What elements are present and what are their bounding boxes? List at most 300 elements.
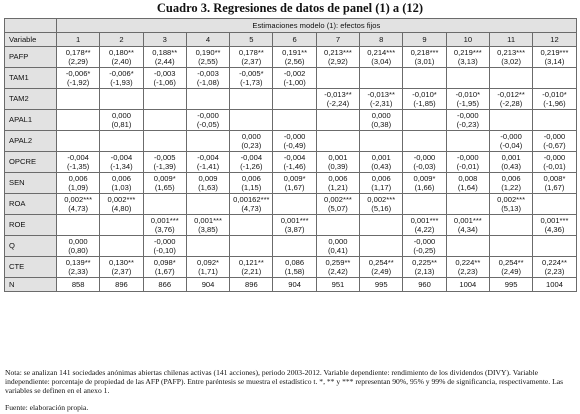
coefficient-value: 0,219*** xyxy=(453,47,482,57)
coefficient-value: 0,178** xyxy=(65,47,91,57)
table-cell xyxy=(316,152,359,173)
table-cell xyxy=(360,47,403,68)
variable-header: Variable xyxy=(5,33,57,47)
coefficient-value: 0,213*** xyxy=(497,47,526,57)
coefficient-value: -0,000 xyxy=(283,131,306,141)
table-cell xyxy=(143,215,186,236)
table-cell xyxy=(143,194,186,215)
table-cell xyxy=(403,236,446,257)
coefficient-value: 0,001*** xyxy=(280,215,309,225)
t-statistic-value: (4,73) xyxy=(68,204,89,213)
table-cell xyxy=(360,236,403,257)
column-header: 6 xyxy=(273,33,316,47)
table-cell xyxy=(446,68,489,89)
t-statistic-value: (1,58) xyxy=(284,267,305,276)
table-cell xyxy=(57,236,100,257)
table-cell xyxy=(143,68,186,89)
table-cell xyxy=(446,173,489,194)
coefficient-value: -0,010* xyxy=(455,89,481,99)
coefficient-value: 0,190** xyxy=(195,47,221,57)
observations-count: 995 xyxy=(360,278,403,292)
table-header-row xyxy=(5,33,577,47)
coefficient-value: 0,001 xyxy=(501,152,521,162)
t-statistic-value: (0,81) xyxy=(111,120,132,129)
table-cell xyxy=(446,194,489,215)
table-cell xyxy=(100,236,143,257)
coefficient-value: 0,000 xyxy=(371,110,391,120)
table-cell xyxy=(403,194,446,215)
t-statistic-value: (3,04) xyxy=(371,57,392,66)
table-cell xyxy=(143,173,186,194)
table-cell xyxy=(230,110,273,131)
table-cell xyxy=(316,236,359,257)
t-statistic-value: (1,09) xyxy=(68,183,89,192)
coefficient-value: -0,000 xyxy=(413,152,436,162)
t-statistic-value: (4,80) xyxy=(111,204,132,213)
table-cell xyxy=(230,173,273,194)
coefficient-value: -0,003 xyxy=(153,68,176,78)
observations-count: 995 xyxy=(489,278,532,292)
table-cell xyxy=(186,257,229,278)
t-statistic-value: (2,23) xyxy=(457,267,478,276)
t-statistic-value: (0,43) xyxy=(501,162,522,171)
coefficient-value: 0,002*** xyxy=(367,194,396,204)
table-cell xyxy=(316,68,359,89)
table-cell xyxy=(360,173,403,194)
table-cell xyxy=(100,215,143,236)
table-cell xyxy=(316,110,359,131)
row-variable-label: APAL2 xyxy=(5,131,57,152)
table-cell xyxy=(143,131,186,152)
coefficient-value: 0,121** xyxy=(238,257,264,267)
coefficient-value: -0,005 xyxy=(153,152,176,162)
coefficient-value: 0,009* xyxy=(283,173,306,183)
t-statistic-value: (2,37) xyxy=(111,267,132,276)
coefficient-value: 0,000 xyxy=(111,110,131,120)
t-statistic-value: (0,41) xyxy=(328,246,348,255)
table-cell xyxy=(403,131,446,152)
coefficient-value: 0,219*** xyxy=(540,47,569,57)
t-statistic-value: (1,22) xyxy=(501,183,522,192)
t-statistic-value: (-0,03) xyxy=(413,162,436,171)
table-cell xyxy=(230,47,273,68)
table-cell xyxy=(403,89,446,110)
t-statistic-value: (-1,39) xyxy=(153,162,176,171)
table-cell xyxy=(57,152,100,173)
row-variable-label: APAL1 xyxy=(5,110,57,131)
table-cell xyxy=(100,47,143,68)
table-cell xyxy=(143,152,186,173)
t-statistic-value: (4,22) xyxy=(414,225,435,234)
t-statistic-value: (0,43) xyxy=(371,162,392,171)
t-statistic-value: (-1,00) xyxy=(283,78,306,87)
table-cell xyxy=(186,110,229,131)
t-statistic-value: (2,29) xyxy=(68,57,89,66)
coefficient-value: -0,004 xyxy=(110,152,133,162)
t-statistic-value: (0,80) xyxy=(68,246,89,255)
table-cell xyxy=(489,131,532,152)
table-cell xyxy=(446,257,489,278)
t-statistic-value: (1,17) xyxy=(371,183,392,192)
table-cell xyxy=(273,257,316,278)
observations-row xyxy=(5,278,577,292)
table-cell xyxy=(143,257,186,278)
column-header: 1 xyxy=(57,33,100,47)
table-cell xyxy=(360,194,403,215)
t-statistic-value: (-1,41) xyxy=(196,162,220,171)
coefficient-value: 0,224** xyxy=(455,257,481,267)
table-cell xyxy=(403,47,446,68)
table-cell xyxy=(186,152,229,173)
t-statistic-value: (1,67) xyxy=(544,183,565,192)
coefficient-value: -0,013** xyxy=(367,89,395,99)
table-cell xyxy=(360,152,403,173)
table-cell xyxy=(446,47,489,68)
table-cell xyxy=(100,110,143,131)
table-cell xyxy=(143,110,186,131)
coefficient-value: 0,009 xyxy=(198,173,218,183)
t-statistic-value: (-0,05) xyxy=(196,120,220,129)
table-cell xyxy=(316,215,359,236)
table-cell xyxy=(403,173,446,194)
table-cell xyxy=(230,257,273,278)
table-cell xyxy=(100,89,143,110)
table-cell xyxy=(57,110,100,131)
table-cell xyxy=(273,215,316,236)
table-cell xyxy=(273,110,316,131)
coefficient-value: 0,008* xyxy=(543,173,566,183)
table-cell xyxy=(57,215,100,236)
table-cell xyxy=(360,215,403,236)
table-cell xyxy=(273,47,316,68)
row-variable-label: TAM1 xyxy=(5,68,57,89)
table-cell xyxy=(446,236,489,257)
table-row xyxy=(5,257,577,278)
table-cell xyxy=(186,236,229,257)
table-cell xyxy=(57,68,100,89)
table-cell xyxy=(273,68,316,89)
column-header: 9 xyxy=(403,33,446,47)
t-statistic-value: (-2,24) xyxy=(326,99,350,108)
t-statistic-value: (-0,23) xyxy=(456,120,479,129)
table-cell xyxy=(533,173,576,194)
table-cell xyxy=(100,152,143,173)
table-cell xyxy=(360,257,403,278)
t-statistic-value: (3,85) xyxy=(198,225,218,234)
coefficient-value: 0,130** xyxy=(108,257,134,267)
coefficient-value: 0,008 xyxy=(458,173,478,183)
coefficient-value: 0,213*** xyxy=(323,47,352,57)
t-statistic-value: (-1,95) xyxy=(456,99,479,108)
coefficient-value: 0,180** xyxy=(108,47,134,57)
table-body xyxy=(5,47,577,292)
t-statistic-value: (-1,96) xyxy=(543,99,566,108)
coefficient-value: 0,214*** xyxy=(367,47,396,57)
table-cell xyxy=(316,131,359,152)
t-statistic-value: (-1,46) xyxy=(283,162,306,171)
coefficient-value: 0,254** xyxy=(498,257,524,267)
t-statistic-value: (3,02) xyxy=(501,57,522,66)
coefficient-value: -0,000 xyxy=(457,110,479,120)
row-variable-label: ROA xyxy=(5,194,57,215)
coefficient-value: 0,009* xyxy=(153,173,176,183)
coefficient-value: -0,004 xyxy=(283,152,306,162)
coefficient-value: 0,001 xyxy=(328,152,348,162)
coefficient-value: -0,012** xyxy=(497,89,525,99)
coefficient-value: 0,000 xyxy=(68,236,88,246)
coefficient-value: 0,224** xyxy=(542,257,567,267)
table-row xyxy=(5,47,577,68)
table-cell xyxy=(489,68,532,89)
table-cell xyxy=(316,89,359,110)
t-statistic-value: (1,15) xyxy=(241,183,262,192)
t-statistic-value: (3,14) xyxy=(544,57,565,66)
coefficient-value: -0,000 xyxy=(153,236,176,246)
t-statistic-value: (-1,93) xyxy=(110,78,133,87)
table-cell xyxy=(489,110,532,131)
table-cell xyxy=(100,131,143,152)
t-statistic-value: (-0,01) xyxy=(543,162,566,171)
t-statistic-value: (1,71) xyxy=(198,267,218,276)
observations-count: 896 xyxy=(230,278,273,292)
coefficient-value: -0,002 xyxy=(283,68,306,78)
table-cell xyxy=(143,236,186,257)
table-cell xyxy=(360,89,403,110)
table-cell xyxy=(360,131,403,152)
table-cell xyxy=(489,257,532,278)
table-cell xyxy=(489,47,532,68)
table-row xyxy=(5,236,577,257)
row-variable-label: ROE xyxy=(5,215,57,236)
table-cell xyxy=(489,215,532,236)
column-header: 3 xyxy=(143,33,186,47)
t-statistic-value: (-1,08) xyxy=(196,78,220,87)
coefficient-value: -0,000 xyxy=(197,110,219,120)
t-statistic-value: (2,49) xyxy=(371,267,392,276)
table-cell xyxy=(316,173,359,194)
t-statistic-value: (3,87) xyxy=(284,225,305,234)
table-cell xyxy=(533,152,576,173)
table-row xyxy=(5,110,577,131)
row-variable-label: Q xyxy=(5,236,57,257)
table-cell xyxy=(403,68,446,89)
t-statistic-value: (2,92) xyxy=(328,57,348,66)
column-header: 10 xyxy=(446,33,489,47)
coefficient-value: -0,004 xyxy=(67,152,89,162)
table-cell xyxy=(230,152,273,173)
t-statistic-value: (2,37) xyxy=(241,57,262,66)
coefficient-value: -0,004 xyxy=(197,152,219,162)
coefficient-value: -0,010* xyxy=(542,89,567,99)
column-header: 11 xyxy=(489,33,532,47)
table-row xyxy=(5,131,577,152)
table-cell xyxy=(316,257,359,278)
table-cell xyxy=(533,47,576,68)
coefficient-value: 0,002*** xyxy=(323,194,352,204)
table-cell xyxy=(360,110,403,131)
coefficient-value: -0,000 xyxy=(543,131,566,141)
coefficient-value: 0,006 xyxy=(241,173,261,183)
table-cell xyxy=(446,110,489,131)
coefficient-value: -0,000 xyxy=(457,152,479,162)
t-statistic-value: (-0,67) xyxy=(543,141,566,150)
column-header: 8 xyxy=(360,33,403,47)
table-cell xyxy=(186,47,229,68)
coefficient-value: 0,009* xyxy=(413,173,436,183)
coefficient-value: 0,002*** xyxy=(107,194,136,204)
table-cell xyxy=(533,257,576,278)
observations-count: 1004 xyxy=(533,278,576,292)
super-header: Estimaciones modelo (1): efectos fijos xyxy=(57,19,577,33)
table-cell xyxy=(230,89,273,110)
table-super-header-row xyxy=(5,19,577,33)
table-cell xyxy=(230,194,273,215)
t-statistic-value: (1,66) xyxy=(414,183,435,192)
table-cell xyxy=(316,194,359,215)
table-cell xyxy=(533,131,576,152)
table-cell xyxy=(446,131,489,152)
t-statistic-value: (2,40) xyxy=(111,57,132,66)
table-cell xyxy=(533,194,576,215)
t-statistic-value: (2,42) xyxy=(328,267,348,276)
table-cell xyxy=(100,68,143,89)
table-cell xyxy=(403,257,446,278)
table-cell xyxy=(57,173,100,194)
coefficient-value: 0,006 xyxy=(371,173,391,183)
coefficient-value: -0,003 xyxy=(197,68,219,78)
table-cell xyxy=(403,152,446,173)
coefficient-value: 0,001*** xyxy=(453,215,482,225)
table-cell xyxy=(489,152,532,173)
t-statistic-value: (1,21) xyxy=(328,183,348,192)
t-statistic-value: (4,34) xyxy=(457,225,478,234)
coefficient-value: -0,006* xyxy=(109,68,134,78)
t-statistic-value: (-1,73) xyxy=(240,78,263,87)
table-cell xyxy=(57,47,100,68)
t-statistic-value: (-1,26) xyxy=(240,162,263,171)
coefficient-value: 0,006 xyxy=(111,173,131,183)
coefficient-value: 0,098* xyxy=(153,257,176,267)
coefficient-value: 0,000 xyxy=(328,236,348,246)
coefficient-value: 0,002*** xyxy=(64,194,93,204)
column-header: 12 xyxy=(533,33,576,47)
t-statistic-value: (1,65) xyxy=(154,183,175,192)
observations-count: 951 xyxy=(316,278,359,292)
table-cell xyxy=(186,68,229,89)
coefficient-value: -0,000 xyxy=(500,131,522,141)
table-cell xyxy=(533,68,576,89)
t-statistic-value: (-1,92) xyxy=(66,78,90,87)
table-source: Fuente: elaboración propia. xyxy=(5,403,89,412)
t-statistic-value: (-2,28) xyxy=(499,99,523,108)
coefficient-value: 0,178** xyxy=(238,47,264,57)
table-cell xyxy=(489,173,532,194)
t-statistic-value: (2,55) xyxy=(198,57,218,66)
coefficient-value: -0,010* xyxy=(412,89,437,99)
coefficient-value: 0,191** xyxy=(282,47,308,57)
table-cell xyxy=(186,131,229,152)
t-statistic-value: (-2,31) xyxy=(370,99,393,108)
coefficient-value: 0,259** xyxy=(325,257,351,267)
table-cell xyxy=(533,89,576,110)
table-cell xyxy=(186,173,229,194)
t-statistic-value: (1,67) xyxy=(154,267,175,276)
t-statistic-value: (-1,85) xyxy=(413,99,436,108)
t-statistic-value: (-0,25) xyxy=(413,246,436,255)
table-notes: Nota: se analizan 141 sociedades anónimas abiertas chilenas activas (141 acciones), periodo 2003-2012. Variable dependiente: rendimiento de los dividendos (DIVY). Variable independiente: porcentaje de propiedad de las AFP (PAFP). Entre paréntesis se muestra el estadístico t. *, ** y *** representan 90%, 95% y 99% de significancia, respectivamente. Las variables se definen en el anexo 1. xyxy=(5,368,564,396)
t-statistic-value: (-0,10) xyxy=(153,246,176,255)
table-cell xyxy=(186,89,229,110)
table-row xyxy=(5,152,577,173)
row-variable-label: OPCRE xyxy=(5,152,57,173)
regression-table xyxy=(4,18,577,292)
t-statistic-value: (0,38) xyxy=(371,120,392,129)
column-header: 4 xyxy=(186,33,229,47)
table-cell xyxy=(143,89,186,110)
coefficient-value: 0,001*** xyxy=(194,215,222,225)
table-cell xyxy=(143,47,186,68)
coefficient-value: -0,006* xyxy=(65,68,91,78)
table-row xyxy=(5,89,577,110)
table-cell xyxy=(186,194,229,215)
coefficient-value: -0,013** xyxy=(324,89,352,99)
t-statistic-value: (-0,49) xyxy=(283,141,306,150)
table-cell xyxy=(230,215,273,236)
t-statistic-value: (-1,34) xyxy=(110,162,133,171)
coefficient-value: 0,139** xyxy=(65,257,91,267)
t-statistic-value: (3,01) xyxy=(414,57,435,66)
coefficient-value: 0,001*** xyxy=(410,215,439,225)
table-cell xyxy=(533,110,576,131)
coefficient-value: 0,002*** xyxy=(497,194,526,204)
t-statistic-value: (-1,06) xyxy=(153,78,176,87)
table-cell xyxy=(100,173,143,194)
table-cell xyxy=(100,257,143,278)
row-variable-label: PAFP xyxy=(5,47,57,68)
t-statistic-value: (-0,04) xyxy=(499,141,523,150)
table-cell xyxy=(186,215,229,236)
observations-count: 904 xyxy=(186,278,229,292)
coefficient-value: 0,000 xyxy=(241,131,261,141)
table-cell xyxy=(446,215,489,236)
table-row xyxy=(5,215,577,236)
column-header: 5 xyxy=(230,33,273,47)
t-statistic-value: (0,23) xyxy=(241,141,262,150)
row-variable-label: CTE xyxy=(5,257,57,278)
t-statistic-value: (5,16) xyxy=(371,204,392,213)
row-variable-label: SEN xyxy=(5,173,57,194)
t-statistic-value: (1,03) xyxy=(111,183,132,192)
table-cell xyxy=(273,236,316,257)
table-cell xyxy=(316,47,359,68)
table-cell xyxy=(446,89,489,110)
table-cell xyxy=(57,131,100,152)
observations-count: 896 xyxy=(100,278,143,292)
coefficient-value: 0,225** xyxy=(412,257,437,267)
coefficient-value: 0,218*** xyxy=(410,47,439,57)
coefficient-value: 0,086 xyxy=(285,257,305,267)
t-statistic-value: (1,63) xyxy=(198,183,218,192)
t-statistic-value: (2,49) xyxy=(501,267,522,276)
observations-count: 960 xyxy=(403,278,446,292)
row-variable-label: N xyxy=(5,278,57,292)
table-cell xyxy=(533,236,576,257)
t-statistic-value: (4,73) xyxy=(241,204,262,213)
table-cell xyxy=(273,194,316,215)
t-statistic-value: (1,64) xyxy=(457,183,478,192)
table-cell xyxy=(230,68,273,89)
t-statistic-value: (-1,35) xyxy=(66,162,90,171)
